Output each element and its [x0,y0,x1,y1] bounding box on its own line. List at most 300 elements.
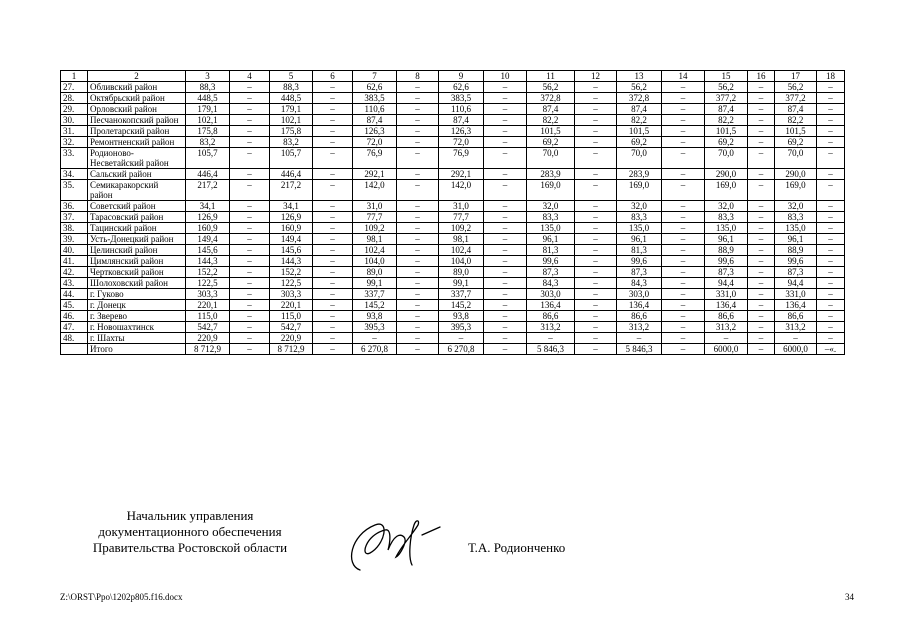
column-header: 15 [705,71,748,82]
table-cell: 144,3 [270,256,313,267]
position-line-3: Правительства Ростовской области [92,540,288,555]
table-cell: 220,1 [270,300,313,311]
table-cell: 93,8 [353,311,397,322]
table-row [61,289,845,300]
table-cell: – [313,169,353,180]
table-cell: – [662,234,705,245]
table-row [61,344,845,355]
table-cell: – [313,104,353,115]
table-cell: – [817,245,845,256]
table-cell: – [817,212,845,223]
table-cell: – [313,201,353,212]
table-cell: 122,5 [186,278,230,289]
table-cell: 87,4 [775,104,817,115]
table-cell: 136,4 [775,300,817,311]
table-cell: – [397,223,439,234]
table-cell: 220,9 [186,333,230,344]
table-row [61,201,845,212]
table-cell: 34,1 [186,201,230,212]
table-cell: – [397,344,439,355]
table-cell: 395,3 [353,322,397,333]
table-cell: 292,1 [353,169,397,180]
table-row [61,333,845,344]
table-cell: 87,4 [439,115,484,126]
table-cell: – [748,256,775,267]
table-row [61,115,845,126]
table-cell: 87,4 [705,104,748,115]
table-cell: 56,2 [527,82,575,93]
row-number: 38. [61,223,88,234]
table-cell: – [662,201,705,212]
table-cell: – [575,344,617,355]
table-cell: – [575,82,617,93]
table-cell: 145,6 [186,245,230,256]
table-cell: 142,0 [353,180,397,201]
district-name: Ремонтненский район [88,137,186,148]
table-cell: – [748,148,775,169]
table-cell: – [230,104,270,115]
table-cell: – [748,93,775,104]
table-cell: 169,0 [617,180,662,201]
table-cell: 99,6 [527,256,575,267]
table-cell: 136,4 [617,300,662,311]
table-cell: – [817,137,845,148]
table-cell: 87,3 [617,267,662,278]
table-cell: – [662,126,705,137]
table-cell: 220,9 [270,333,313,344]
table-cell: – [748,212,775,223]
column-header: 1 [61,71,88,82]
table-header-row [61,71,845,82]
table-cell: – [313,82,353,93]
table-cell: 86,6 [617,311,662,322]
table-cell: 313,2 [775,322,817,333]
column-header: 7 [353,71,397,82]
table-cell: 69,2 [527,137,575,148]
table-cell: 303,3 [186,289,230,300]
table-cell: – [484,223,527,234]
table-cell: – [575,333,617,344]
table-cell: – [313,311,353,322]
table-cell: – [397,137,439,148]
table-cell: – [230,278,270,289]
table-cell: – [748,278,775,289]
table-cell: – [775,333,817,344]
table-cell: – [397,104,439,115]
table-row [61,82,845,93]
table-cell: 126,9 [186,212,230,223]
table-cell: – [484,322,527,333]
table-cell: 217,2 [186,180,230,201]
table-cell: – [397,300,439,311]
table-cell: 331,0 [705,289,748,300]
table-cell: – [230,148,270,169]
district-name: Октябрьский район [88,93,186,104]
table-cell: – [230,180,270,201]
table-cell: – [230,126,270,137]
table-cell: 98,1 [439,234,484,245]
table-cell: 69,2 [705,137,748,148]
table-cell: 292,1 [439,169,484,180]
table-cell: 446,4 [270,169,313,180]
table-cell: 82,2 [705,115,748,126]
district-name: Семикаракорский район [88,180,186,201]
table-cell: – [575,311,617,322]
table-cell: – [230,223,270,234]
table-cell: – [575,267,617,278]
row-number: 36. [61,201,88,212]
page-number: 34 [845,592,854,602]
table-cell: 102,4 [353,245,397,256]
table-cell: – [817,278,845,289]
table-cell: – [397,234,439,245]
row-number: 45. [61,300,88,311]
column-header: 17 [775,71,817,82]
row-number: 39. [61,234,88,245]
column-header: 12 [575,71,617,82]
table-cell: – [662,180,705,201]
table-cell: – [748,333,775,344]
table-cell: 542,7 [270,322,313,333]
table-cell: – [617,333,662,344]
table-row [61,93,845,104]
table-cell: – [575,245,617,256]
district-name: Сальский район [88,169,186,180]
table-cell: 303,0 [527,289,575,300]
table-cell: 87,4 [617,104,662,115]
district-name: г. Донецк [88,300,186,311]
table-row [61,137,845,148]
table-cell: 72,0 [353,137,397,148]
table-cell: – [397,180,439,201]
table-row [61,104,845,115]
table-cell: – [575,148,617,169]
table-cell: 99,6 [775,256,817,267]
signer-name: Т.А. Родионченко [468,540,566,555]
table-cell: 102,4 [439,245,484,256]
table-cell: – [484,289,527,300]
table-cell: – [662,148,705,169]
row-number: 37. [61,212,88,223]
table-cell: – [662,278,705,289]
table-cell: – [575,300,617,311]
table-cell: 179,1 [270,104,313,115]
table-cell: 115,0 [186,311,230,322]
column-header: 9 [439,71,484,82]
table-cell: 99,6 [617,256,662,267]
table-cell: – [484,126,527,137]
district-name: г. Шахты [88,333,186,344]
table-cell: 82,2 [527,115,575,126]
table-cell: – [662,267,705,278]
table-cell: – [313,344,353,355]
table-cell: 83,2 [186,137,230,148]
table-cell: 34,1 [270,201,313,212]
table-cell: – [484,234,527,245]
table-cell: – [662,137,705,148]
table-cell: – [484,201,527,212]
table-cell: – [230,322,270,333]
table-cell: 105,7 [270,148,313,169]
table-cell: – [313,115,353,126]
table-cell: – [397,278,439,289]
table-cell: – [230,245,270,256]
table-cell: – [662,344,705,355]
table-cell: – [662,245,705,256]
table-cell: – [662,115,705,126]
table-cell: 169,0 [705,180,748,201]
table-cell: – [397,256,439,267]
table-cell: 179,1 [186,104,230,115]
table-cell: 31,0 [353,201,397,212]
table-cell: 84,3 [617,278,662,289]
table-cell: 126,3 [439,126,484,137]
table-cell: – [484,333,527,344]
table-row [61,180,845,201]
table-cell: 102,1 [186,115,230,126]
table-cell: – [397,93,439,104]
table-cell: 152,2 [186,267,230,278]
table-cell: 175,8 [270,126,313,137]
table-cell: 76,9 [353,148,397,169]
table-cell: 81,3 [527,245,575,256]
table-cell: – [748,322,775,333]
table-cell: 87,3 [705,267,748,278]
table-cell: 337,7 [439,289,484,300]
table-row [61,245,845,256]
district-name: Песчанокопский район [88,115,186,126]
table-cell: – [313,322,353,333]
table-cell: – [353,333,397,344]
row-number: 43. [61,278,88,289]
row-number: 32. [61,137,88,148]
table-cell: – [313,267,353,278]
district-name: Тацинский район [88,223,186,234]
table-cell: – [397,245,439,256]
table-cell: 122,5 [270,278,313,289]
table-cell: 169,0 [527,180,575,201]
table-cell: 84,3 [527,278,575,289]
table-cell: 160,9 [186,223,230,234]
table-cell: – [484,311,527,322]
table-cell: 217,2 [270,180,313,201]
table-cell: 448,5 [186,93,230,104]
table-cell: 88,3 [186,82,230,93]
table-cell: 109,2 [353,223,397,234]
column-header: 14 [662,71,705,82]
district-name: Родионово-Несветайский район [88,148,186,169]
table-row [61,126,845,137]
table-cell: 145,6 [270,245,313,256]
table-cell: – [817,169,845,180]
district-name: Орловский район [88,104,186,115]
signature-block [60,508,320,556]
table-cell: – [748,180,775,201]
table-cell: – [397,201,439,212]
table-cell: 372,8 [617,93,662,104]
table-cell: – [313,126,353,137]
table-cell: 83,3 [617,212,662,223]
row-number: 28. [61,93,88,104]
table-cell: 32,0 [527,201,575,212]
table-cell: – [397,115,439,126]
table-cell: – [484,169,527,180]
table-cell: – [662,104,705,115]
table-cell: – [575,180,617,201]
table-cell: – [817,267,845,278]
table-cell: 152,2 [270,267,313,278]
table-cell: – [397,148,439,169]
table-cell: 290,0 [705,169,748,180]
table-cell: – [230,267,270,278]
table-cell: 87,3 [527,267,575,278]
table-cell: 6000,0 [705,344,748,355]
table-cell: – [484,180,527,201]
table-cell: – [313,300,353,311]
row-number: 34. [61,169,88,180]
table-cell: – [484,245,527,256]
table-cell: 175,8 [186,126,230,137]
table-cell: 83,3 [527,212,575,223]
table-cell: 145,2 [439,300,484,311]
table-cell: 126,9 [270,212,313,223]
row-number: 42. [61,267,88,278]
table-cell: 87,4 [527,104,575,115]
table-cell: – [817,289,845,300]
table-cell: – [575,278,617,289]
table-cell: – [575,93,617,104]
table-cell: – [817,300,845,311]
table-cell: 136,4 [527,300,575,311]
table-cell: 290,0 [775,169,817,180]
table-cell: 377,2 [705,93,748,104]
table-cell: 93,8 [439,311,484,322]
table-cell: – [230,234,270,245]
table-cell: – [748,104,775,115]
table-cell: – [313,148,353,169]
district-name: Чертковский район [88,267,186,278]
table-cell: 62,6 [353,82,397,93]
district-name: Тарасовский район [88,212,186,223]
table-cell: 313,2 [527,322,575,333]
table-cell: – [484,344,527,355]
table-cell: – [484,212,527,223]
table-cell: 88,9 [705,245,748,256]
table-cell: – [662,256,705,267]
table-cell: 69,2 [617,137,662,148]
table-cell: 110,6 [439,104,484,115]
handwritten-signature [330,495,450,585]
table-cell: 31,0 [439,201,484,212]
table-cell: – [313,289,353,300]
column-header: 5 [270,71,313,82]
table-cell: – [313,212,353,223]
table-cell: – [662,223,705,234]
table-cell: 99,1 [353,278,397,289]
table-cell: – [748,311,775,322]
table-cell: 82,2 [617,115,662,126]
table-cell: 337,7 [353,289,397,300]
table-cell: 32,0 [617,201,662,212]
table-row [61,267,845,278]
table-cell: 6000,0 [775,344,817,355]
table-cell: 83,3 [775,212,817,223]
table-cell: – [748,137,775,148]
table-cell: – [230,311,270,322]
district-name: Пролетарский район [88,126,186,137]
position-line-2: документационного обеспечения [98,524,282,539]
table-cell: – [484,148,527,169]
table-row [61,256,845,267]
row-number [61,344,88,355]
table-cell: – [230,333,270,344]
table-cell: – [575,201,617,212]
table-cell: 104,0 [439,256,484,267]
table-cell: 5 846,3 [617,344,662,355]
table-cell: – [313,180,353,201]
column-header: 8 [397,71,439,82]
table-cell: –«. [817,344,845,355]
row-number: 30. [61,115,88,126]
table-cell: – [575,223,617,234]
table-cell: 542,7 [186,322,230,333]
table-cell: 70,0 [527,148,575,169]
table-cell: – [662,93,705,104]
table-cell: 70,0 [617,148,662,169]
table-cell: – [575,126,617,137]
table-cell: – [484,82,527,93]
row-number: 27. [61,82,88,93]
table-cell: – [748,267,775,278]
file-path: Z:\ORST\Ppo\1202p805.f16.docx [60,592,183,602]
table-cell: – [748,289,775,300]
table-cell: – [748,82,775,93]
table-cell: 126,3 [353,126,397,137]
table-cell: – [748,344,775,355]
column-header: 2 [88,71,186,82]
table-cell: – [230,82,270,93]
row-number: 46. [61,311,88,322]
table-cell: 145,2 [353,300,397,311]
district-name: Шолоховский район [88,278,186,289]
table-cell: 86,6 [527,311,575,322]
district-name: Советский район [88,201,186,212]
table-cell: 77,7 [439,212,484,223]
table-cell: 169,0 [775,180,817,201]
table-cell: 70,0 [775,148,817,169]
table-cell: 372,8 [527,93,575,104]
table-cell: 313,2 [705,322,748,333]
table-cell: 96,1 [775,234,817,245]
table-cell: – [575,115,617,126]
district-name: Целинский район [88,245,186,256]
table-cell: – [817,126,845,137]
table-cell: – [230,201,270,212]
table-cell: – [230,115,270,126]
table-cell: – [484,104,527,115]
table-cell: 70,0 [705,148,748,169]
table-row [61,322,845,333]
table-cell: 220,1 [186,300,230,311]
table-cell: – [575,137,617,148]
table-cell: 81,3 [617,245,662,256]
table-cell: 109,2 [439,223,484,234]
table-cell: 88,3 [270,82,313,93]
district-name: Усть-Донецкий район [88,234,186,245]
table-cell: – [748,126,775,137]
table-cell: 82,2 [775,115,817,126]
table-cell: – [527,333,575,344]
